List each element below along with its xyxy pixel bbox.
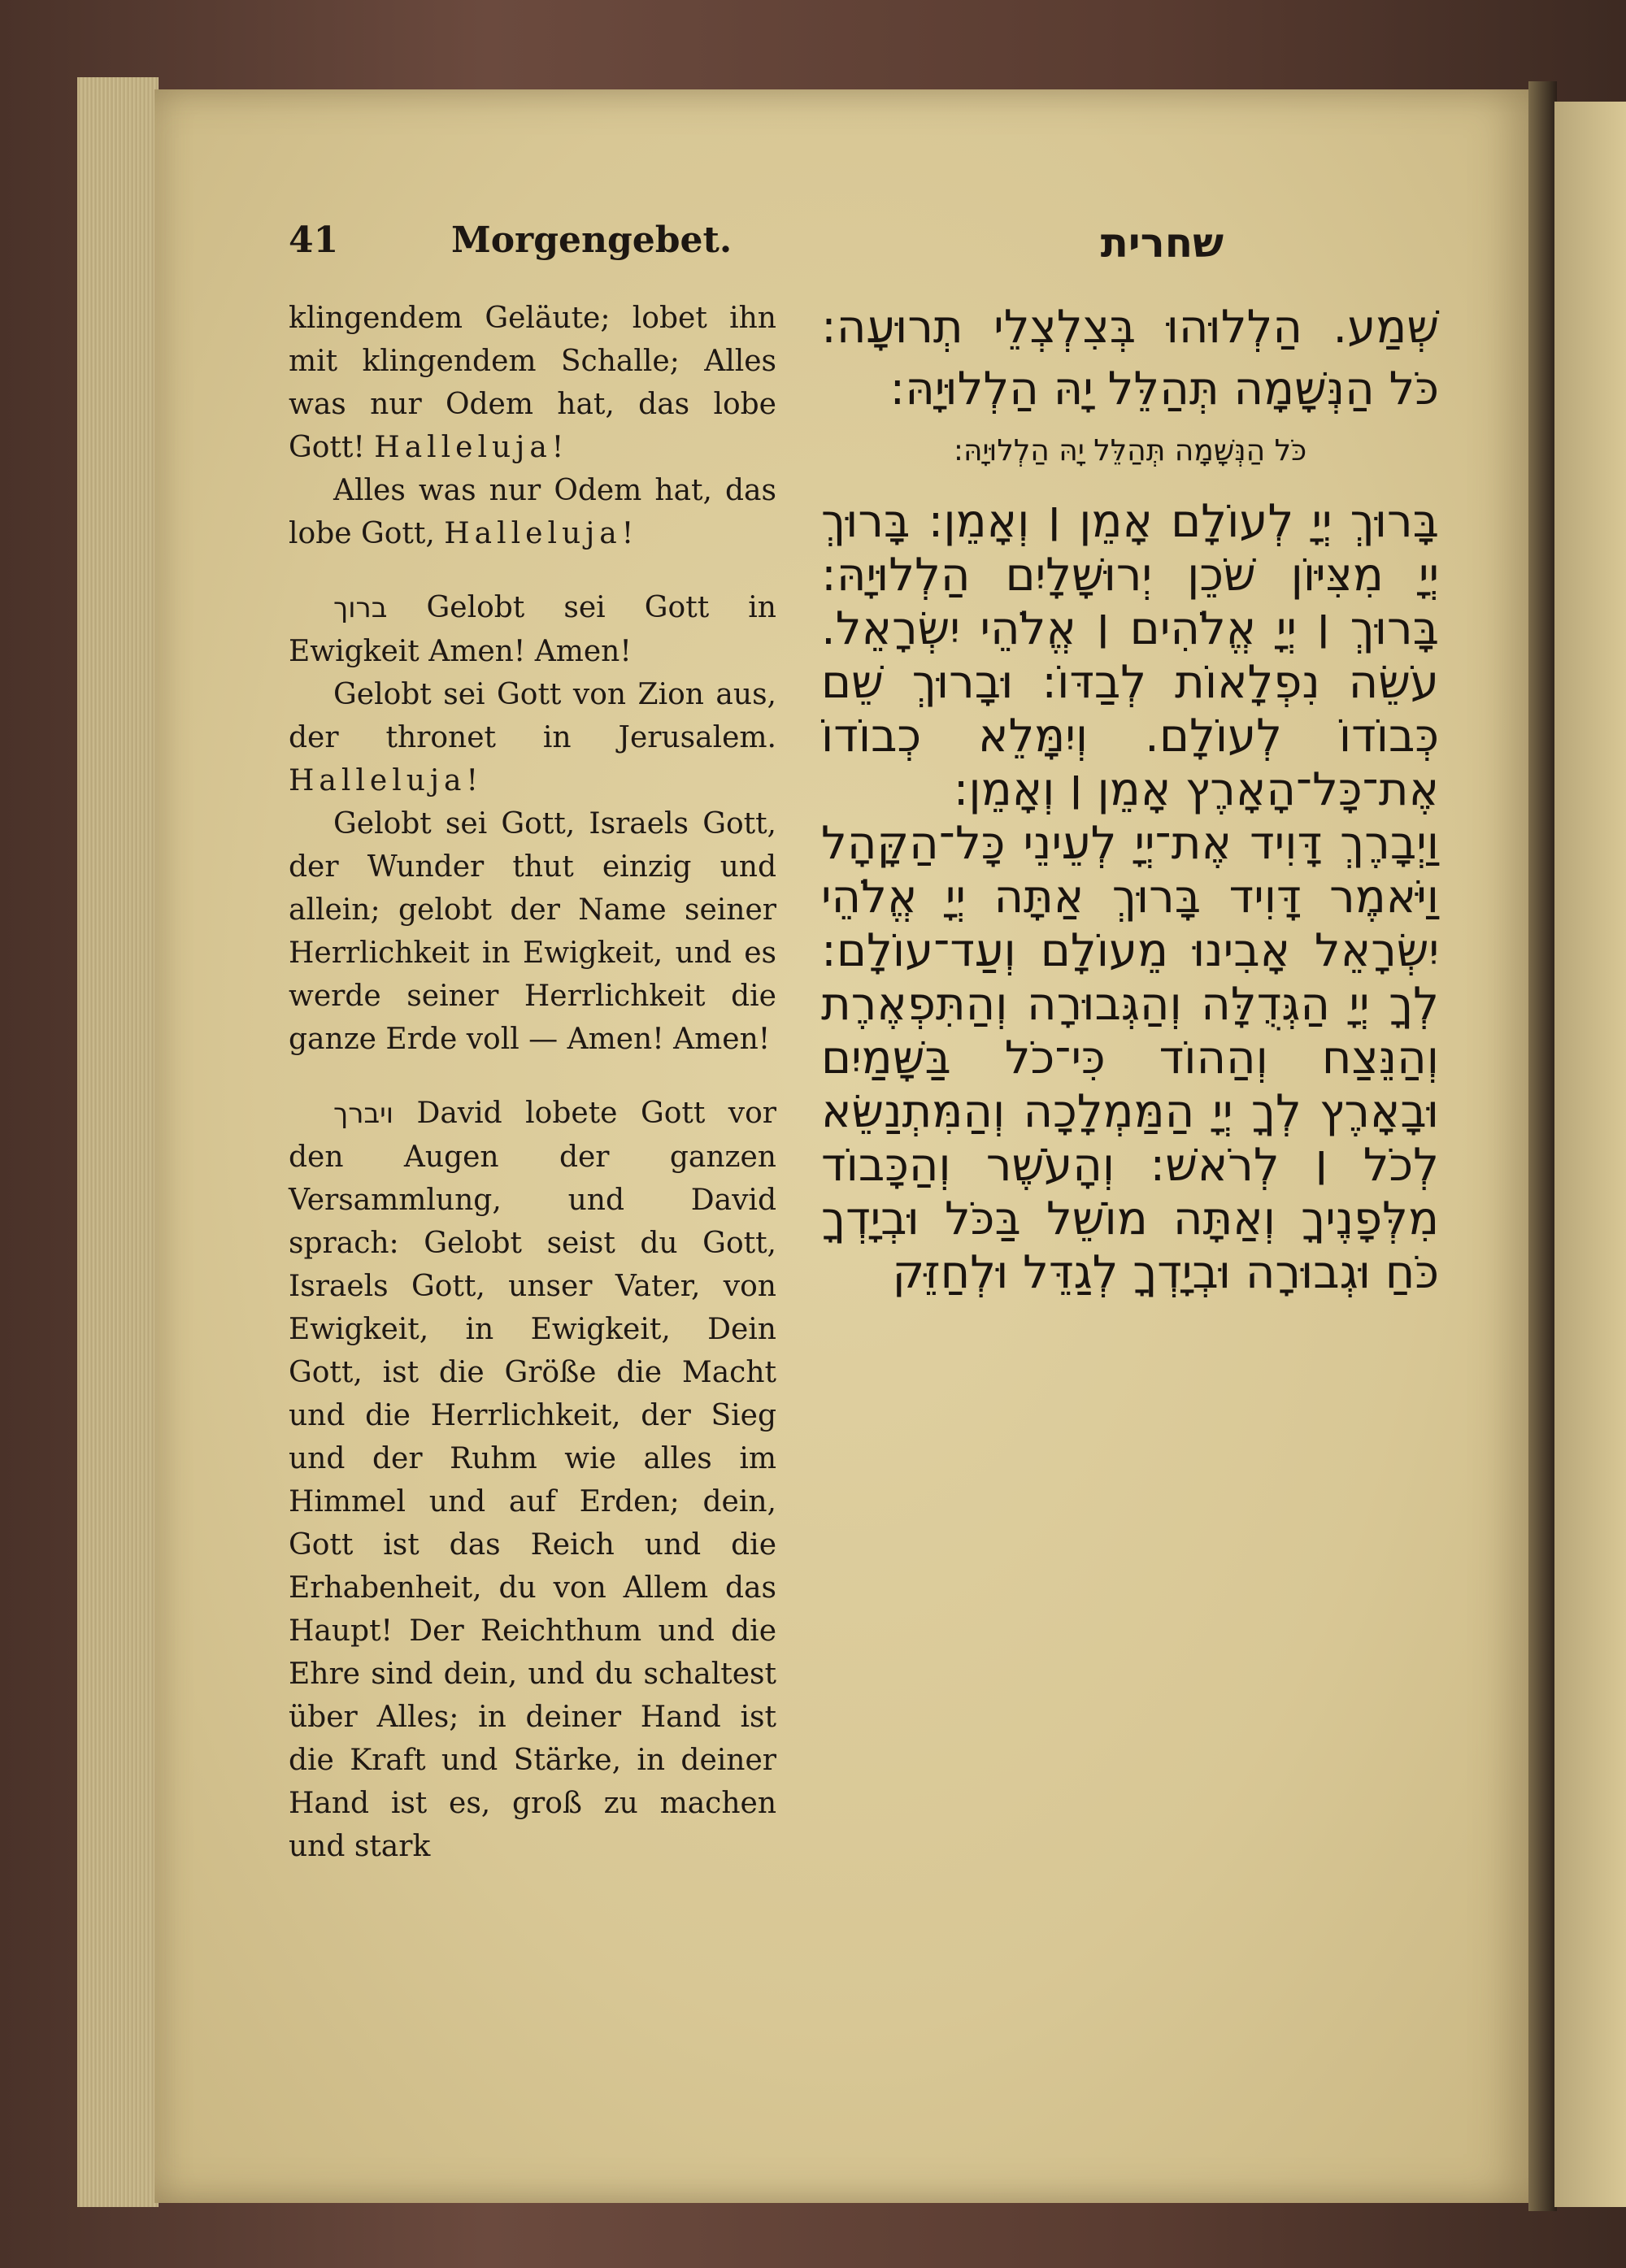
german-paragraph: Alles was nur Odem hat, das lobe Gott, Halleluja! (289, 474, 776, 550)
hebrew-response: כֹּל הַנְּשָׁמָה תְּהַלֵּל יָהּ הַלְלוּיָהּ: (953, 434, 1307, 467)
german-paragraph: ברוך Gelobt sei Gott in Ewigkeit Amen! Amen! (289, 591, 776, 668)
german-paragraph: ויברך David lobete Gott vor den Augen der ganzen Versammlung, und David sprach: Gelobt seist du Gott, Israels Gott, unser Vater, von Ewigkeit, in Ewigkeit, Dein Gott, ist die Größe die Macht und die Herrlichkeit, der Sieg und der Ruhm wie alles im Himmel und auf Erden; dein, Gott ist das Reich und die Erhabenheit, du von Allem das Haupt! Der Reichthum und die Ehre sind dein, und du schaltest über Alles; in deiner Hand ist die Kraft und Stärke, in deiner Hand ist es, groß zu machen und stark (289, 1097, 776, 1863)
header-title-german: Morgengebet. (451, 219, 733, 261)
hebrew-paragraph: בָּרוּךְ יְיָ לְעוֹלָם אָמֵן ׀ וְאָמֵן: בָּרוּךְ יְיָ מִצִּיּוֹן שֹׁכֵן יְרוּשָׁלָיִם הַלְלוּיָהּ: בָּרוּךְ ׀ יְיָ אֱלֹהִים ׀ אֱלֹהֵי יִשְׂרָאֵל. עֹשֵׂה נִפְלָאוֹת לְבַדּוֹ: וּבָרוּךְ שֵׁם כְּבוֹדוֹ לְעוֹלָם. וְיִמָּלֵא כְבוֹדוֹ אֶת־כָּל־הָאָרֶץ אָמֵן ׀ וְאָמֵן: (821, 495, 1439, 816)
header-title-hebrew: שחרית (1100, 219, 1224, 267)
page-edges (77, 77, 159, 2207)
hebrew-column (821, 297, 1439, 1300)
book-gutter (1528, 81, 1557, 2211)
facing-page-edge (1554, 102, 1626, 2207)
page-number: 41 (289, 219, 339, 261)
german-paragraph: Gelobt sei Gott, Israels Gott, der Wunder thut einzig und allein; gelobt der Name seiner Herrlichkeit in Ewigkeit, und es werde seiner Herrlichkeit die ganze Erde voll — Amen! Amen! (289, 807, 776, 1056)
running-head (289, 219, 1224, 276)
german-paragraph: klingendem Geläute; lobet ihn mit klingendem Schalle; Alles was nur Odem hat, das lobe Gott! Halleluja! (289, 302, 776, 464)
german-paragraph: Gelobt sei Gott von Zion aus, der thronet in Jerusalem. Halleluja! (289, 678, 776, 797)
hebrew-paragraph: שְׁמַע. הַלְלוּהוּ בְּצִלְצְלֵי תְרוּעָה: כֹּל הַנְּשָׁמָה תְּהַלֵּל יָהּ הַלְלוּיָהּ: (821, 301, 1439, 415)
german-column (289, 297, 776, 1868)
hebrew-paragraph: וַיְבָרֶךְ דָּוִיד אֶת־יְיָ לְעֵינֵי כָּל־הַקָּהָל וַיֹּאמֶר דָּוִיד בָּרוּךְ אַתָּה יְיָ אֱלֹהֵי יִשְׂרָאֵל אָבִינוּ מֵעוֹלָם וְעַד־עוֹלָם: לְךָ יְיָ הַגְּדֻלָּה וְהַגְּבוּרָה וְהַתִּפְאֶרֶת וְהַנֵּצַח וְהַהוֹד כִּי־כֹל בַּשָּׁמַיִם וּבָאָרֶץ לְךָ יְיָ הַמַּמְלָכָה וְהַמִּתְנַשֵּׂא לְכֹל ׀ לְרֹאשׁ: וְהָעֹשֶׁר וְהַכָּבוֹד מִלְּפָנֶיךָ וְאַתָּה מוֹשֵׁל בַּכֹּל וּבְיָדְךָ כֹּחַ וּגְבוּרָה וּבְיָדְךָ לְגַדֵּל וּלְחַזֵּק (821, 817, 1439, 1299)
